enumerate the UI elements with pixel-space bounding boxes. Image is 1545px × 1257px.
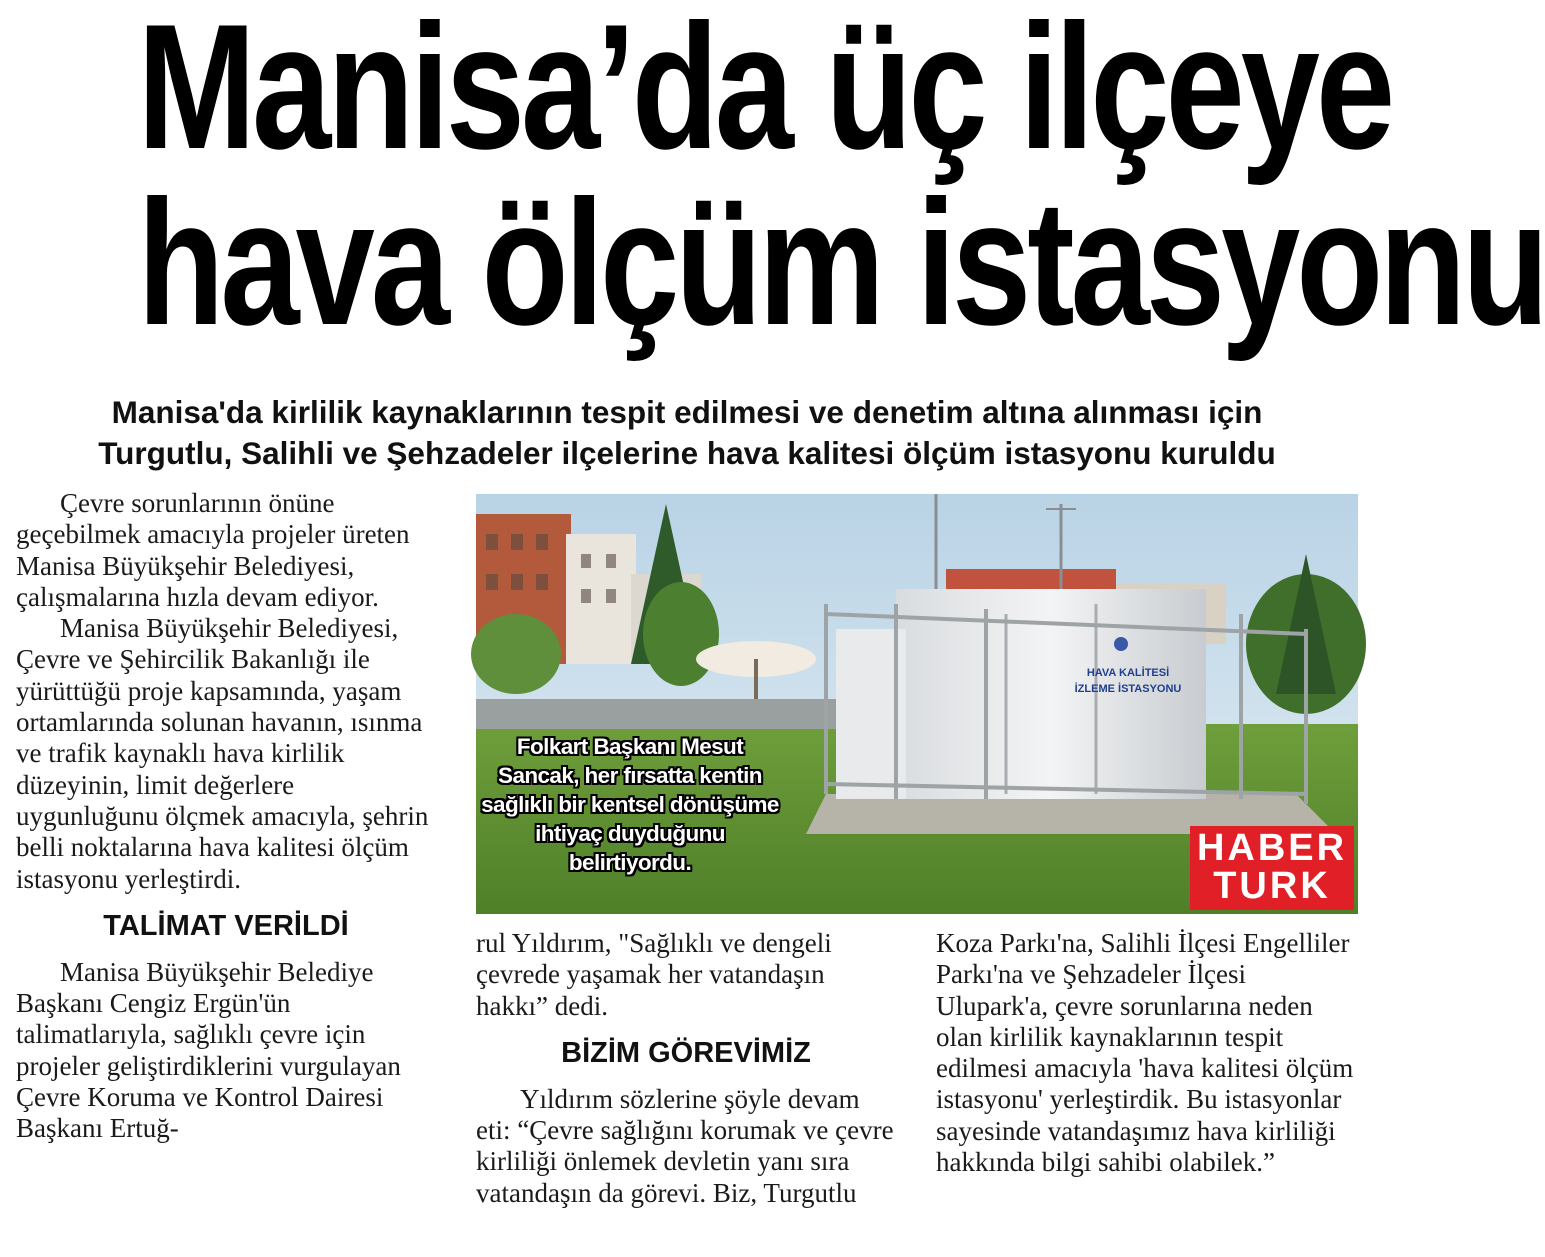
logo-line-1: HABER — [1196, 827, 1348, 869]
paragraph: Koza Parkı'na, Salihli İlçesi Engelliler Parkı'na ve Şehzadeler İlçesi Ulupark'a, çevre sorunlarına neden olan kirlilik kaynaklarının tespit edilmesi amacıyla 'hava kalitesi ölçüm istasyonu' yerleştirdik. Bu istasyonlar sayesinde vatandaşımız hava kirliliği hakkında bilgi sahibi olabilek.” — [936, 928, 1354, 1178]
paragraph: Yıldırım sözlerine şöyle devam eti: “Çevre sağlığını korumak ve çevre kirliliği önlemek devletin yanı sıra vatandaşın da görevi. Biz, Turgutlu — [476, 1083, 894, 1208]
logo-line-2: TURK — [1213, 865, 1331, 907]
haberturk-logo — [1190, 826, 1354, 910]
headline — [137, 0, 1545, 362]
article-column-1 — [16, 488, 436, 1145]
subheadline — [0, 392, 1374, 474]
article-column-3 — [936, 928, 1356, 1178]
paragraph: Manisa Büyükşehir Belediye Başkanı Cengiz Ergün'ün talimatlarıyla, sağlıklı çevre için projeler geliştirdiklerini vurgulayan Çevre Koruma ve Kontrol Dairesi Başkanı Ertuğ- — [16, 956, 401, 1144]
article-column-2 — [476, 928, 896, 1209]
section-heading: TALİMAT VERİLDİ — [103, 909, 349, 942]
headline-line-1: Manisa’da üç ilçeye — [137, 0, 1392, 186]
paragraph: Manisa Büyükşehir Belediyesi, Çevre ve Şehircilik Bakanlığı ile yürüttüğü proje kapsamında, yaşam ortamlarında solunan havanın, ısınma ve trafik kaynaklı hava kirlilik düzeyinin, limit değerlere uygunluğunu ölçmek amacıyla, şehrin belli noktalarına hava kalitesi ölçüm istasyonu yerleştirdi. — [16, 613, 429, 894]
station-emblem-icon — [1114, 637, 1128, 651]
section-heading: BİZİM GÖREVİMİZ — [561, 1036, 811, 1069]
station-sign-line-1: HAVA KALİTESİ — [1086, 667, 1170, 679]
paragraph: Çevre sorunlarının önüne geçebilmek amacıyla projeler üreten Manisa Büyükşehir Belediyesi, çalışmalarına hızla devam ediyor. — [16, 488, 410, 612]
subheadline-line-1: Manisa'da kirlilik kaynaklarının tespit edilmesi ve denetim altına alınması için — [111, 394, 1263, 430]
subheadline-line-2: Turgutlu, Salihli ve Şehzadeler ilçelerine hava kalitesi ölçüm istasyonu kuruldu — [98, 435, 1276, 471]
news-photo — [476, 494, 1358, 914]
photo-caption: Folkart Başkanı Mesut Sancak, her fırsatta kentin sağlıklı bir kentsel dönüşüme ihtiyaç duyduğunu belirtiyordu. — [481, 734, 779, 875]
headline-line-2: hava ölçüm istasyonu — [137, 163, 1545, 362]
paragraph: rul Yıldırım, "Sağlıklı ve dengeli çevrede yaşamak her vatandaşın hakkı” dedi. — [476, 928, 832, 1021]
station-sign-line-2: İZLEME İSTASYONU — [1074, 683, 1182, 695]
